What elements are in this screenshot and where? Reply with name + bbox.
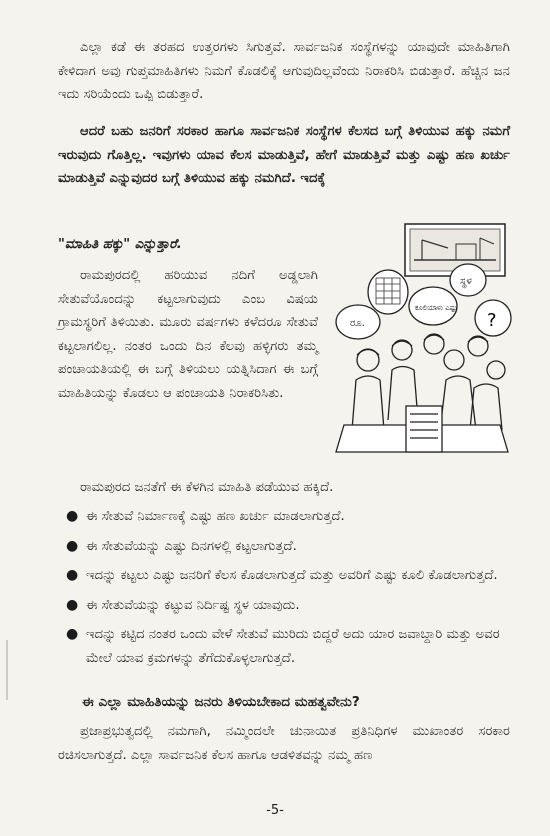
scan-edge-mark	[6, 640, 8, 700]
list-item: ● ಈ ಸೇತುವೆಯನ್ನು ಎಷ್ಟು ದಿನಗಳಲ್ಲಿ ಕಟ್ಟಲಾಗುತ್ತದೆ.	[58, 535, 518, 559]
page-number: -5-	[266, 803, 284, 818]
bubble-rupee: ರೂ.	[350, 318, 365, 329]
paragraph-3: ರಾಮಪುರದಲ್ಲಿ ಹರಿಯುವ ನದಿಗೆ ಅಡ್ಡಲಾಗಿ ಸೇತುವೆಯೊಂದನ್ನು ಕಟ್ಟಲಾಗುವುದು ಎಂಬ ವಿಷಯ ಗ್ರಾಮಸ್ಥರಿಗೆ ತಿಳಿಯಿತು. ಮೂರು ವರ್ಷಗಳು ಕಳೆದರೂ ಸೇತುವೆ ಕಟ್ಟಲಾಗಲಿಲ್ಲ. ನಂತರ ಒಂದು ದಿನ ಕೆಲವು ಹಳ್ಳಿಗರು ತಮ್ಮ ಪಂಚಾಯತಿಯಲ್ಲಿ ಈ ಬಗ್ಗೆ ತಿಳಿಯಲು ಯತ್ನಿಸಿದಾಗ ಈ ಬಗ್ಗೆ ಮಾಹಿತಿಯನ್ನು ಕೊಡಲು ಆ ಪಂಚಾಯತಿ ನಿರಾಕರಿಸಿತು.	[58, 268, 318, 401]
bullet-icon: ●	[66, 508, 79, 524]
list-item: ● ಈ ಸೇತುವೆ ನಿರ್ಮಾಣಕ್ಕೆ ಎಷ್ಟು ಹಣ ಖರ್ಚು ಮಾಡಲಾಗುತ್ತದೆ.	[58, 505, 518, 529]
bubble-workers: ಕೂಲಿಯಾಳು ಎಷ್ಟು	[415, 304, 458, 312]
paragraph-2: ಆದರೆ ಬಹು ಜನರಿಗೆ ಸರಕಾರ ಹಾಗೂ ಸಾರ್ವಜನಿಕ ಸಂಸ್ಥೆಗಳ ಕೆಲಸದ ಬಗ್ಗೆ ತಿಳಿಯುವ ಹಕ್ಕು ನಮಗೆ ಇರುವುದು ಗೊತ್ತಿಲ್ಲ. ಇವುಗಳು ಯಾವ ಕೆಲಸ ಮಾಡುತ್ತಿವೆ, ಹೇಗೆ ಮಾಡುತ್ತಿವೆ ಮತ್ತು ಎಷ್ಟು ಹಣ ಖರ್ಚು ಮಾಡುತ್ತಿವೆ ಎನ್ನುವುದರ ಬಗ್ಗೆ ತಿಳಿಯುವ ಹಕ್ಕು ನಮಗಿದೆ. ಇದಕ್ಕೆ	[58, 124, 510, 186]
right-to-information-quote: "ಮಾಹಿತಿ ಹಕ್ಕು" ಎನ್ನುತ್ತಾರೆ.	[58, 237, 182, 252]
villagers-illustration	[330, 220, 515, 460]
list-item: ● ಇದನ್ನು ಕಟ್ಟಿದ ನಂತರ ಒಂದು ವೇಳೆ ಸೇತುವೆ ಮುರಿದು ಬಿದ್ದರೆ ಅದು ಯಾರ ಜವಾಬ್ದಾರಿ ಮತ್ತು ಅವರ ಮೇಲೆ ಯಾವ ಕ್ರಮಗಳನ್ನು ತೆಗೆದುಕೊಳ್ಳಲಾಗುತ್ತದೆ.	[58, 623, 518, 670]
panchayat-table-icon	[336, 406, 508, 452]
bubble-question: ?	[487, 310, 497, 331]
bubble-place: ಸ್ಥಳ	[460, 276, 472, 287]
bullet-icon: ●	[66, 626, 79, 642]
section-heading: ಈ ಎಲ್ಲಾ ಮಾಹಿತಿಯನ್ನು ಜನರು ತಿಳಿಯಬೇಕಾದ ಮಹತ್ವವೇನು?	[82, 694, 360, 710]
bullet-icon: ●	[66, 596, 79, 613]
list-item: ● ಈ ಸೇತುವೆಯನ್ನು ಕಟ್ಟುವ ನಿರ್ದಿಷ್ಟ ಸ್ಥಳ ಯಾವುದು.	[58, 594, 518, 618]
bullet-icon: ●	[66, 537, 79, 554]
paragraph-1: ಎಲ್ಲಾ ಕಡೆ ಈ ತರಹದ ಉತ್ತರಗಳು ಸಿಗುತ್ತವೆ. ಸಾರ್ವಜನಿಕ ಸಂಸ್ಥೆಗಳನ್ನು ಯಾವುದೇ ಮಾಹಿತಿಗಾಗಿ ಕೇಳಿದಾಗ ಅವು ಗುಪ್ತಮಾಹಿತಿಗಳು ನಿಮಗೆ ಕೊಡಲಿಕ್ಕೆ ಆಗುವುದಿಲ್ಲವೆಂದು ನಿರಾಕರಿಸಿ ಬಿಡುತ್ತಾರೆ. ಹೆಚ್ಚಿನ ಜನ ಇದು ಸರಿಯೆಂದು ಒಪ್ಪಿ ಬಿಡುತ್ತಾರೆ.	[58, 40, 510, 102]
paragraph-4: ರಾಮಪುರದ ಜನತೆಗೆ ಈ ಕೆಳಗಿನ ಮಾಹಿತಿ ಪಡೆಯುವ ಹಕ್ಕಿದೆ.	[80, 480, 334, 495]
list-item: ● ಇದನ್ನು ಕಟ್ಟಲು ಎಷ್ಟು ಜನರಿಗೆ ಕೆಲಸ ಕೊಡಲಾಗುತ್ತದೆ ಮತ್ತು ಅವರಿಗೆ ಎಷ್ಟು ಕೂಲಿ ಕೊಡಲಾಗುತ್ತದೆ.	[58, 564, 518, 588]
paragraph-5: ಪ್ರಜಾಪ್ರಭುತ್ವದಲ್ಲಿ ನಮಗಾಗಿ, ನಮ್ಮಿಂದಲೇ ಚುನಾಯಿತ ಪ್ರತಿನಿಧಿಗಳ ಮುಖಾಂತರ ಸರಕಾರ ರಚಿಸಲಾಗುತ್ತದೆ. ಎಲ್ಲಾ ಸಾರ್ವಜನಿಕ ಕೆಲಸ ಹಾಗೂ ಆಡಳಿತವನ್ನು ನಮ್ಮ ಹಣ	[58, 724, 510, 763]
bullet-icon: ●	[66, 567, 79, 583]
rights-bullet-list	[58, 505, 518, 676]
